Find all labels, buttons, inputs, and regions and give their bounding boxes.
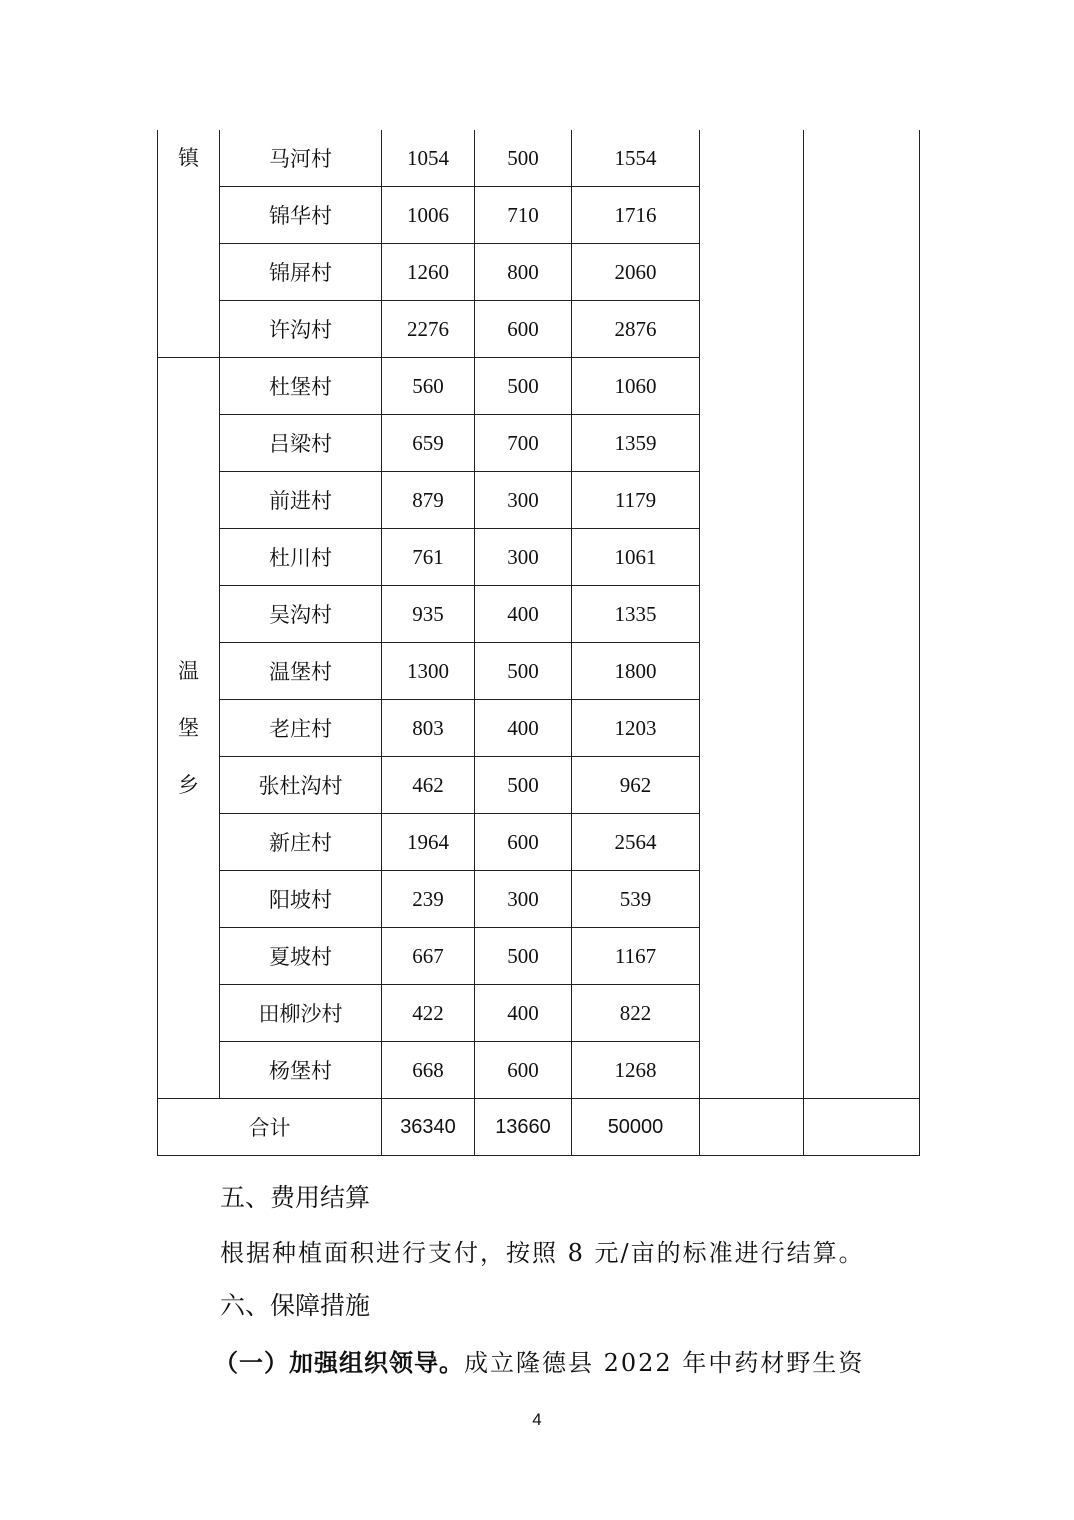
value-a: 1054 [382,130,475,187]
blank-cell [700,301,804,358]
blank-cell [700,1099,804,1156]
section-6-heading: 六、保障措施 [220,1291,371,1320]
village-name: 新庄村 [220,814,382,871]
table-row [158,700,920,757]
value-b: 500 [475,928,572,985]
blank-cell [804,301,920,358]
value-c: 1203 [572,700,700,757]
blank-cell [700,130,804,187]
village-name: 锦华村 [220,187,382,244]
value-a: 659 [382,415,475,472]
blank-cell [804,700,920,757]
value-a: 667 [382,928,475,985]
blank-cell [804,472,920,529]
value-b: 500 [475,757,572,814]
blank-cell [804,529,920,586]
table-row [158,187,920,244]
total-row [158,1099,920,1156]
town-cell: 镇 [158,130,220,358]
blank-cell [804,814,920,871]
blank-cell [700,358,804,415]
blank-cell [804,358,920,415]
value-b: 300 [475,871,572,928]
value-a: 1300 [382,643,475,700]
village-name: 吕梁村 [220,415,382,472]
value-c: 1179 [572,472,700,529]
page-number: 4 [532,1410,542,1429]
value-c: 962 [572,757,700,814]
value-c: 2564 [572,814,700,871]
blank-cell [700,814,804,871]
value-b: 400 [475,700,572,757]
table-row [158,928,920,985]
blank-cell [804,1099,920,1156]
blank-cell [700,985,804,1042]
blank-cell [700,871,804,928]
value-a: 1260 [382,244,475,301]
blank-cell [700,700,804,757]
table-row [158,643,920,700]
village-name: 老庄村 [220,700,382,757]
value-a: 2276 [382,301,475,358]
village-name: 锦屏村 [220,244,382,301]
section-5-heading: 五、费用结算 [220,1183,371,1212]
value-c: 1716 [572,187,700,244]
blank-cell [804,985,920,1042]
village-name: 杜堡村 [220,358,382,415]
town-char: 温 [178,659,199,683]
blank-cell [804,586,920,643]
blank-cell [804,643,920,700]
table-row [158,757,920,814]
table-row [158,529,920,586]
blank-cell [700,244,804,301]
section-6-item-1 [214,1343,864,1378]
total-c: 50000 [572,1099,700,1156]
village-name: 田柳沙村 [220,985,382,1042]
value-c: 1800 [572,643,700,700]
section-5-body: 根据种植面积进行支付，按照 8 元/亩的标准进行结算。 [220,1239,865,1267]
value-c: 1061 [572,529,700,586]
blank-cell [804,187,920,244]
table-row [158,1042,920,1099]
value-c: 1554 [572,130,700,187]
village-planting-table [157,130,920,1156]
village-name: 温堡村 [220,643,382,700]
table-row [158,985,920,1042]
value-a: 935 [382,586,475,643]
town-cell [158,358,220,1099]
value-b: 400 [475,586,572,643]
town-char: 堡 [178,716,199,740]
value-c: 1060 [572,358,700,415]
blank-cell [700,643,804,700]
blank-cell [700,1042,804,1099]
blank-cell [804,928,920,985]
value-a: 879 [382,472,475,529]
value-b: 500 [475,130,572,187]
village-name: 夏坡村 [220,928,382,985]
blank-cell [700,586,804,643]
value-c: 1268 [572,1042,700,1099]
table-row [158,130,920,187]
blank-cell [700,187,804,244]
table-row [158,244,920,301]
table-row [158,586,920,643]
value-b: 600 [475,814,572,871]
table-row [158,871,920,928]
blank-cell [804,244,920,301]
value-a: 422 [382,985,475,1042]
village-name: 杜川村 [220,529,382,586]
value-b: 300 [475,529,572,586]
village-name: 许沟村 [220,301,382,358]
table-row [158,358,920,415]
value-c: 2876 [572,301,700,358]
total-a: 36340 [382,1099,475,1156]
blank-cell [804,757,920,814]
item-1-text: 成立隆德县 2022 年中药材野生资 [464,1349,865,1377]
value-b: 400 [475,985,572,1042]
value-a: 1006 [382,187,475,244]
table-row [158,814,920,871]
value-b: 600 [475,301,572,358]
value-b: 710 [475,187,572,244]
blank-cell [804,1042,920,1099]
village-name: 马河村 [220,130,382,187]
blank-cell [804,130,920,187]
value-c: 1335 [572,586,700,643]
value-c: 1167 [572,928,700,985]
value-c: 1359 [572,415,700,472]
value-b: 600 [475,1042,572,1099]
total-b: 13660 [475,1099,572,1156]
blank-cell [804,871,920,928]
village-name: 杨堡村 [220,1042,382,1099]
value-a: 803 [382,700,475,757]
value-b: 500 [475,358,572,415]
blank-cell [700,928,804,985]
table-row [158,472,920,529]
blank-cell [700,415,804,472]
value-a: 462 [382,757,475,814]
item-1-title: （一）加强组织领导。 [214,1349,464,1377]
blank-cell [700,472,804,529]
table-row [158,301,920,358]
village-name: 吴沟村 [220,586,382,643]
value-c: 539 [572,871,700,928]
village-name: 阳坡村 [220,871,382,928]
table-row [158,415,920,472]
village-name: 前进村 [220,472,382,529]
value-a: 1964 [382,814,475,871]
value-b: 300 [475,472,572,529]
blank-cell [700,529,804,586]
value-c: 2060 [572,244,700,301]
value-a: 668 [382,1042,475,1099]
value-b: 800 [475,244,572,301]
value-c: 822 [572,985,700,1042]
value-a: 761 [382,529,475,586]
village-name: 张杜沟村 [220,757,382,814]
value-b: 700 [475,415,572,472]
blank-cell [804,415,920,472]
value-b: 500 [475,643,572,700]
blank-cell [700,757,804,814]
value-a: 239 [382,871,475,928]
town-char: 乡 [178,773,199,797]
total-label: 合计 [158,1099,382,1156]
value-a: 560 [382,358,475,415]
